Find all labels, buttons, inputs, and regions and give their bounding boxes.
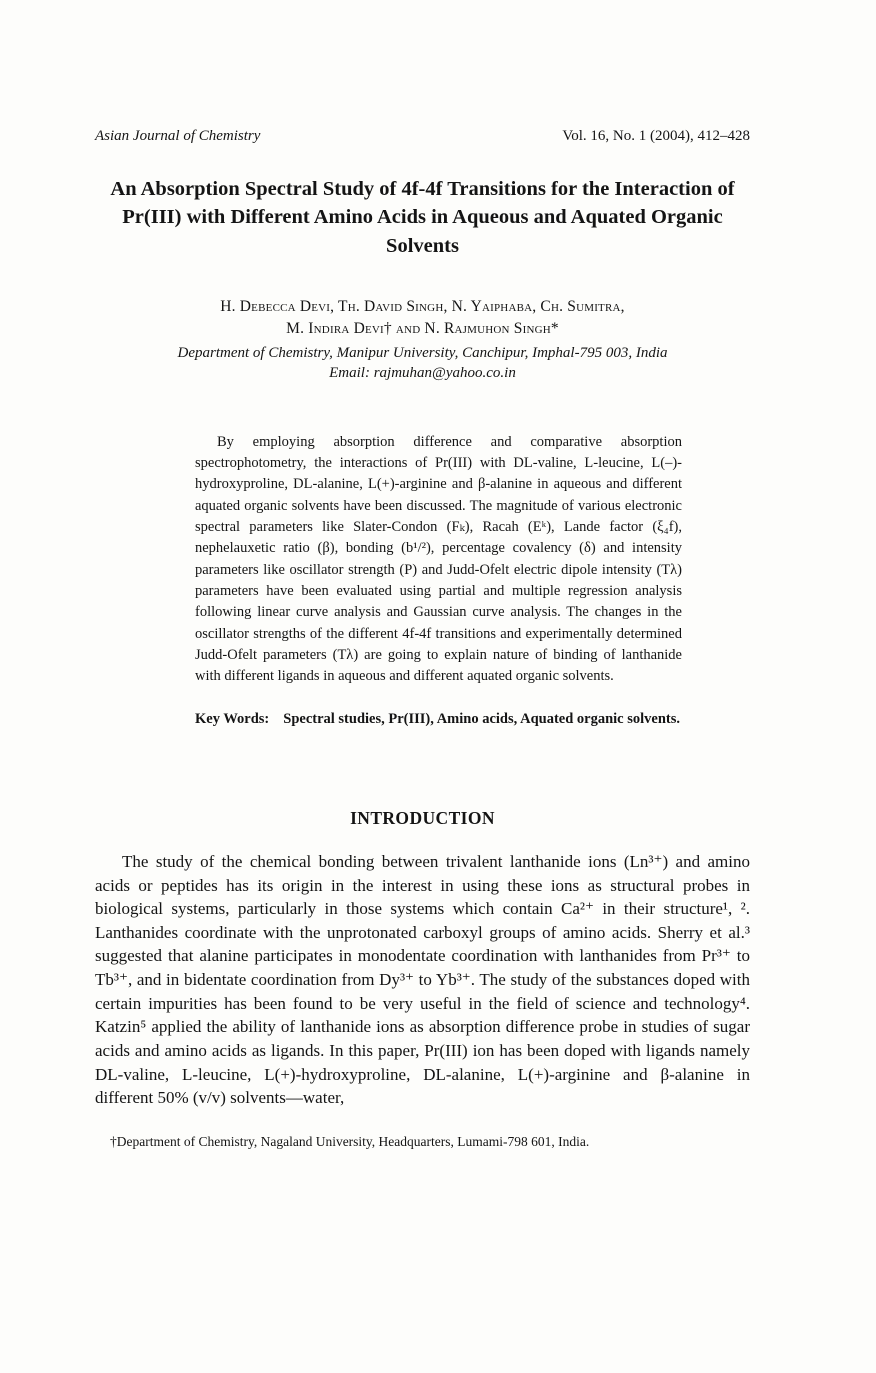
author-list — [95, 296, 750, 340]
keywords-line — [195, 709, 682, 730]
journal-name: Asian Journal of Chemistry — [95, 128, 261, 144]
page-header — [95, 128, 750, 145]
keywords-text: Spectral studies, Pr(III), Amino acids, Aquated organic solvents. — [283, 710, 681, 727]
authors-line-2: M. Indira Devi† and N. Rajmuhon Singh* — [286, 319, 559, 337]
introduction-paragraph: The study of the chemical bonding between trivalent lanthanide ions (Ln³⁺) and amino acids or peptides has its origin in the interest in using these ions as structural probes in biological systems, particularly in those systems which contain Ca²⁺ in their structure¹, ². Lanthanides coordinate with the unprotonated carboxyl groups of amino acids. Sherry et al.³ suggested that alanine participates in monodentate coordination with lanthanides from Pr³⁺ to Tb³⁺, and in bidentate coordination from Dy³⁺ to Yb³⁺. The study of the substances doped with certain impurities has been found to be very useful in the field of science and technology⁴. Katzin⁵ applied the ability of lanthanide ions as absorption difference probe in studies of sugar acids and amino acids as ligands. In this paper, Pr(III) ion has been doped with ligands namely DL-valine, L-leucine, L(+)-hydroxyproline, DL-alanine, L(+)-arginine and β-alanine in different 50% (v/v) solvents—water, — [95, 851, 750, 1108]
issue-info: Vol. 16, No. 1 (2004), 412–428 — [562, 128, 750, 144]
email-line: Email: rajmuhan@yahoo.co.in — [329, 364, 516, 381]
article-title: An Absorption Spectral Study of 4f-4f Transitions for the Interaction of Pr(III) with Different Amino Acids in Aqueous and Aquated Organic Solvents — [110, 178, 735, 257]
introduction-heading: INTRODUCTION — [350, 807, 495, 828]
footnote: †Department of Chemistry, Nagaland University, Headquarters, Lumami-798 601, India. — [110, 1133, 590, 1149]
affiliation: Department of Chemistry, Manipur University, Canchipur, Imphal-795 003, India — [177, 344, 668, 361]
abstract-block — [195, 432, 682, 730]
keywords-label: Key Words: — [195, 710, 270, 727]
authors-line-1: H. Debecca Devi, Th. David Singh, N. Yaiphaba, Ch. Sumitra, — [220, 297, 625, 315]
abstract-text: By employing absorption difference and comparative absorption spectrophotometry, the interactions of Pr(III) with DL-valine, L-leucine, L(–)-hydroxyproline, DL-alanine, L(+)-arginine and β-alanine in aqueous and different aquated organic solvents have been discussed. The magnitude of various electronic spectral parameters like Slater-Condon (Fₖ), Racah (Eᵏ), Lande factor (ξ₄f), nephelauxetic ratio (β), bonding (b¹/²), percentage covalency (δ) and intensity parameters like oscillator strength (P) and Judd-Ofelt electric dipole intensity (Tλ) parameters have been evaluated using partial and multiple regression analysis following linear curve analysis and Gaussian curve analysis. The changes in the oscillator strengths of the different 4f-4f transitions and experimentally determined Judd-Ofelt parameters (Tλ) are going to explain nature of binding of lanthanide with different ligands in aqueous and different aquated organic solvents. — [195, 433, 682, 685]
